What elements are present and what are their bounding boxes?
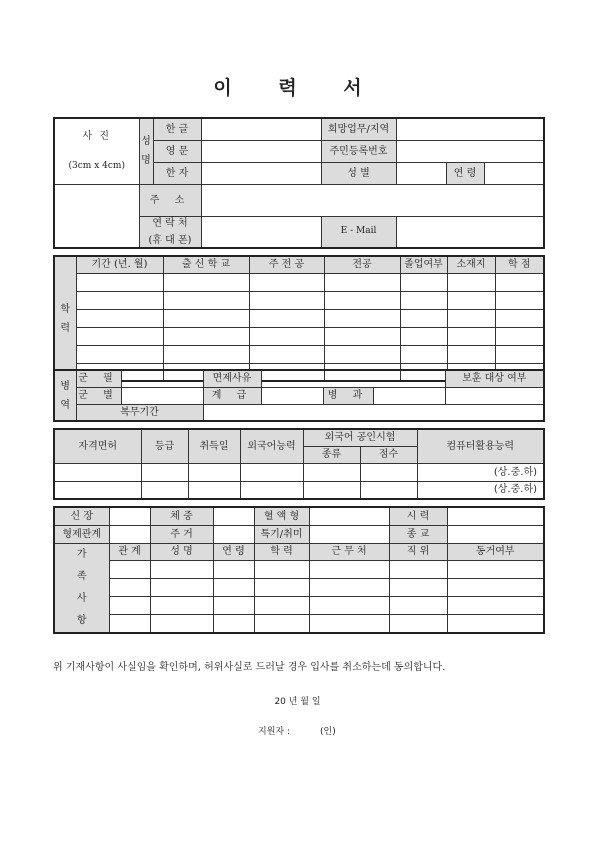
page-title: 이 력 서: [213, 77, 382, 99]
cert-cell[interactable]: [188, 481, 240, 499]
family-cell[interactable]: [309, 560, 389, 578]
edu-cell[interactable]: [76, 345, 163, 363]
family-relation-label: 관 계: [109, 543, 150, 560]
edu-cell[interactable]: [447, 309, 495, 327]
edu-cell[interactable]: [76, 309, 163, 327]
cert-cell[interactable]: [240, 463, 303, 481]
photo-label: 사 진: [82, 130, 111, 142]
army-label: 군 필: [76, 370, 121, 387]
cert-cell[interactable]: [188, 463, 240, 481]
military-table: [53, 369, 545, 422]
education-side-label: 학 력: [54, 256, 76, 381]
edu-cell[interactable]: [400, 273, 447, 291]
family-cell[interactable]: [213, 560, 254, 578]
gender-field[interactable]: [396, 162, 446, 184]
license-label: 자격면허: [54, 429, 141, 463]
family-cell[interactable]: [150, 560, 213, 578]
body-family-table: [53, 506, 545, 634]
email-field[interactable]: [396, 216, 544, 248]
consent-statement: 위 기재사항이 사실임을 확인하며, 허위사실로 드러날 경우 입사를 취소하는데 동의합니다.: [53, 662, 446, 673]
edu-cell[interactable]: [249, 273, 324, 291]
family-cell[interactable]: [389, 596, 447, 614]
family-cell[interactable]: [254, 560, 309, 578]
edu-header-gpa: 학 점: [495, 256, 544, 273]
grade-label: 등급: [141, 429, 188, 463]
rank-field[interactable]: [261, 387, 323, 404]
edu-header-location: 소재지: [447, 256, 495, 273]
edu-cell[interactable]: [249, 345, 324, 363]
family-cell[interactable]: [109, 560, 150, 578]
edu-cell[interactable]: [163, 273, 249, 291]
date-line[interactable]: 20 년 월 일: [274, 697, 321, 707]
family-cell[interactable]: [447, 596, 544, 614]
family-cell[interactable]: [150, 578, 213, 596]
exempt-reason-field[interactable]: [261, 370, 445, 387]
blood-label: 혈 액 형: [254, 507, 309, 525]
family-cell[interactable]: [150, 614, 213, 632]
family-cohabit-label: 동거여부: [447, 543, 544, 560]
name-hanja-field[interactable]: [201, 162, 321, 184]
table-row: [54, 309, 544, 327]
cert-cell[interactable]: [54, 481, 141, 499]
service-period-field[interactable]: [203, 404, 544, 421]
family-cell[interactable]: [447, 560, 544, 578]
computer-level-2[interactable]: (상.중.하): [417, 481, 544, 499]
name-group-label: 성 명: [139, 118, 153, 184]
rank-label: 계 급: [203, 387, 261, 404]
desired-job-field[interactable]: [396, 118, 544, 140]
siblings-field[interactable]: [109, 525, 150, 543]
family-workplace-label: 근 무 처: [309, 543, 389, 560]
veteran-field[interactable]: [445, 387, 544, 404]
edu-cell[interactable]: [324, 273, 400, 291]
edu-cell[interactable]: [447, 273, 495, 291]
cert-cell[interactable]: [141, 463, 188, 481]
edu-header-period: 기간 (년. 월): [76, 256, 163, 273]
family-position-label: 직 위: [389, 543, 447, 560]
cert-cell[interactable]: [303, 481, 360, 499]
edu-cell[interactable]: [163, 309, 249, 327]
foreign-lang-label: 외국어능력: [240, 429, 303, 463]
vision-field[interactable]: [447, 507, 544, 525]
table-row: [54, 596, 544, 614]
height-field[interactable]: [109, 507, 150, 525]
edu-cell[interactable]: [447, 345, 495, 363]
family-cell[interactable]: [254, 614, 309, 632]
photo-area-lower: [54, 184, 139, 248]
edu-cell[interactable]: [76, 291, 163, 309]
edu-cell[interactable]: [400, 309, 447, 327]
edu-cell[interactable]: [249, 327, 324, 345]
official-test-label: 외국어 공인시험: [303, 429, 417, 446]
table-row: [54, 327, 544, 345]
edu-cell[interactable]: [495, 309, 544, 327]
weight-label: 체 중: [150, 507, 213, 525]
hobby-field[interactable]: [309, 525, 389, 543]
corps-field[interactable]: [373, 387, 445, 404]
test-type-label: 종류: [303, 446, 360, 463]
edu-cell[interactable]: [447, 291, 495, 309]
family-cell[interactable]: [389, 578, 447, 596]
name-english-label: 영 문: [153, 140, 201, 162]
veteran-label: 보훈 대상 여부: [445, 370, 544, 387]
military-side-label: 병 역: [54, 370, 76, 421]
branch-label: 군 별: [76, 387, 121, 404]
cert-cell[interactable]: [54, 463, 141, 481]
vision-label: 시 력: [389, 507, 447, 525]
edu-cell[interactable]: [249, 291, 324, 309]
edu-header-graduation: 졸업여부: [400, 256, 447, 273]
religion-field[interactable]: [447, 525, 544, 543]
family-side-label: 가 족 사 항: [54, 543, 109, 633]
table-row: [54, 463, 544, 481]
weight-field[interactable]: [213, 507, 254, 525]
edu-cell[interactable]: [324, 327, 400, 345]
address-label: 주 소: [139, 184, 201, 216]
education-table: [53, 255, 545, 382]
family-cell[interactable]: [389, 614, 447, 632]
contact-field[interactable]: [201, 216, 321, 248]
family-cell[interactable]: [213, 614, 254, 632]
name-korean-label: 한 글: [153, 118, 201, 140]
name-english-field[interactable]: [201, 140, 321, 162]
contact-label: [139, 216, 201, 248]
table-row: [54, 291, 544, 309]
edu-cell[interactable]: [400, 327, 447, 345]
edu-header-major: 주 전 공: [249, 256, 324, 273]
height-label: 신 장: [54, 507, 109, 525]
edu-cell[interactable]: [400, 291, 447, 309]
family-education-label: 학 력: [254, 543, 309, 560]
blood-field[interactable]: [309, 507, 389, 525]
family-cell[interactable]: [254, 596, 309, 614]
family-name-label: 성 명: [150, 543, 213, 560]
table-row: [54, 481, 544, 499]
corps-label: 병 과: [323, 387, 373, 404]
seal-mark: (인): [320, 727, 336, 737]
table-row: [54, 273, 544, 291]
applicant-label: 지원자 :: [258, 727, 290, 737]
edu-cell[interactable]: [76, 327, 163, 345]
residence-field[interactable]: [213, 525, 254, 543]
computer-label: 컴퓨터활용능력: [417, 429, 544, 463]
edu-cell[interactable]: [324, 291, 400, 309]
address-field[interactable]: [201, 184, 544, 216]
siblings-label: 형제관계: [54, 525, 109, 543]
family-age-label: 연 령: [213, 543, 254, 560]
score-label: 점수: [360, 446, 417, 463]
edu-cell[interactable]: [76, 273, 163, 291]
edu-header-field: 전공: [324, 256, 400, 273]
cert-cell[interactable]: [240, 481, 303, 499]
edu-cell[interactable]: [400, 345, 447, 363]
family-cell[interactable]: [213, 578, 254, 596]
edu-cell[interactable]: [324, 345, 400, 363]
photo-size: (3cm x 4cm): [68, 160, 125, 171]
family-cell[interactable]: [447, 578, 544, 596]
family-cell[interactable]: [150, 596, 213, 614]
table-row: [54, 345, 544, 363]
family-cell[interactable]: [109, 578, 150, 596]
branch-field[interactable]: [121, 387, 203, 404]
name-hanja-label: 한 자: [153, 162, 201, 184]
service-period-label: 복무기간: [76, 404, 203, 421]
photo-area[interactable]: [54, 118, 139, 184]
computer-level-1[interactable]: (상.중.하): [417, 463, 544, 481]
family-cell[interactable]: [109, 596, 150, 614]
residence-label: 주 거: [150, 525, 213, 543]
family-cell[interactable]: [213, 596, 254, 614]
gender-label: 성 별: [321, 162, 396, 184]
hobby-label: 특기/취미: [254, 525, 309, 543]
edu-cell[interactable]: [495, 291, 544, 309]
age-label: 연 령: [446, 162, 484, 184]
resident-no-field[interactable]: [396, 140, 544, 162]
family-cell[interactable]: [309, 614, 389, 632]
edu-cell[interactable]: [163, 345, 249, 363]
certifications-table: [53, 428, 545, 500]
edu-cell[interactable]: [249, 309, 324, 327]
mobile-label-text: (휴 대 폰): [148, 234, 192, 246]
personal-info-table: [53, 117, 545, 249]
exempt-reason-label: 면제사유: [203, 370, 261, 387]
table-row: [54, 560, 544, 578]
edu-cell[interactable]: [495, 273, 544, 291]
acquired-label: 취득일: [188, 429, 240, 463]
edu-cell[interactable]: [324, 309, 400, 327]
contact-label-text: 연 락 처: [152, 217, 188, 229]
name-korean-field[interactable]: [201, 118, 321, 140]
army-field[interactable]: [121, 370, 203, 387]
cert-cell[interactable]: [141, 481, 188, 499]
desired-job-label: 희망업무/지역: [321, 118, 396, 140]
table-row: [54, 614, 544, 632]
family-cell[interactable]: [109, 614, 150, 632]
family-cell[interactable]: [447, 614, 544, 632]
edu-header-school: 출 신 학 교: [163, 256, 249, 273]
religion-label: 종 교: [389, 525, 447, 543]
edu-cell[interactable]: [447, 327, 495, 345]
table-row: [54, 578, 544, 596]
family-cell[interactable]: [254, 578, 309, 596]
cert-cell[interactable]: [360, 481, 417, 499]
edu-cell[interactable]: [495, 345, 544, 363]
family-cell[interactable]: [309, 578, 389, 596]
resident-no-label: 주민등록번호: [321, 140, 396, 162]
cert-cell[interactable]: [360, 463, 417, 481]
family-cell[interactable]: [389, 560, 447, 578]
edu-cell[interactable]: [163, 291, 249, 309]
edu-cell[interactable]: [163, 327, 249, 345]
family-cell[interactable]: [309, 596, 389, 614]
email-label: E - Mail: [321, 216, 396, 248]
edu-cell[interactable]: [495, 327, 544, 345]
cert-cell[interactable]: [303, 463, 360, 481]
age-field[interactable]: [484, 162, 544, 184]
